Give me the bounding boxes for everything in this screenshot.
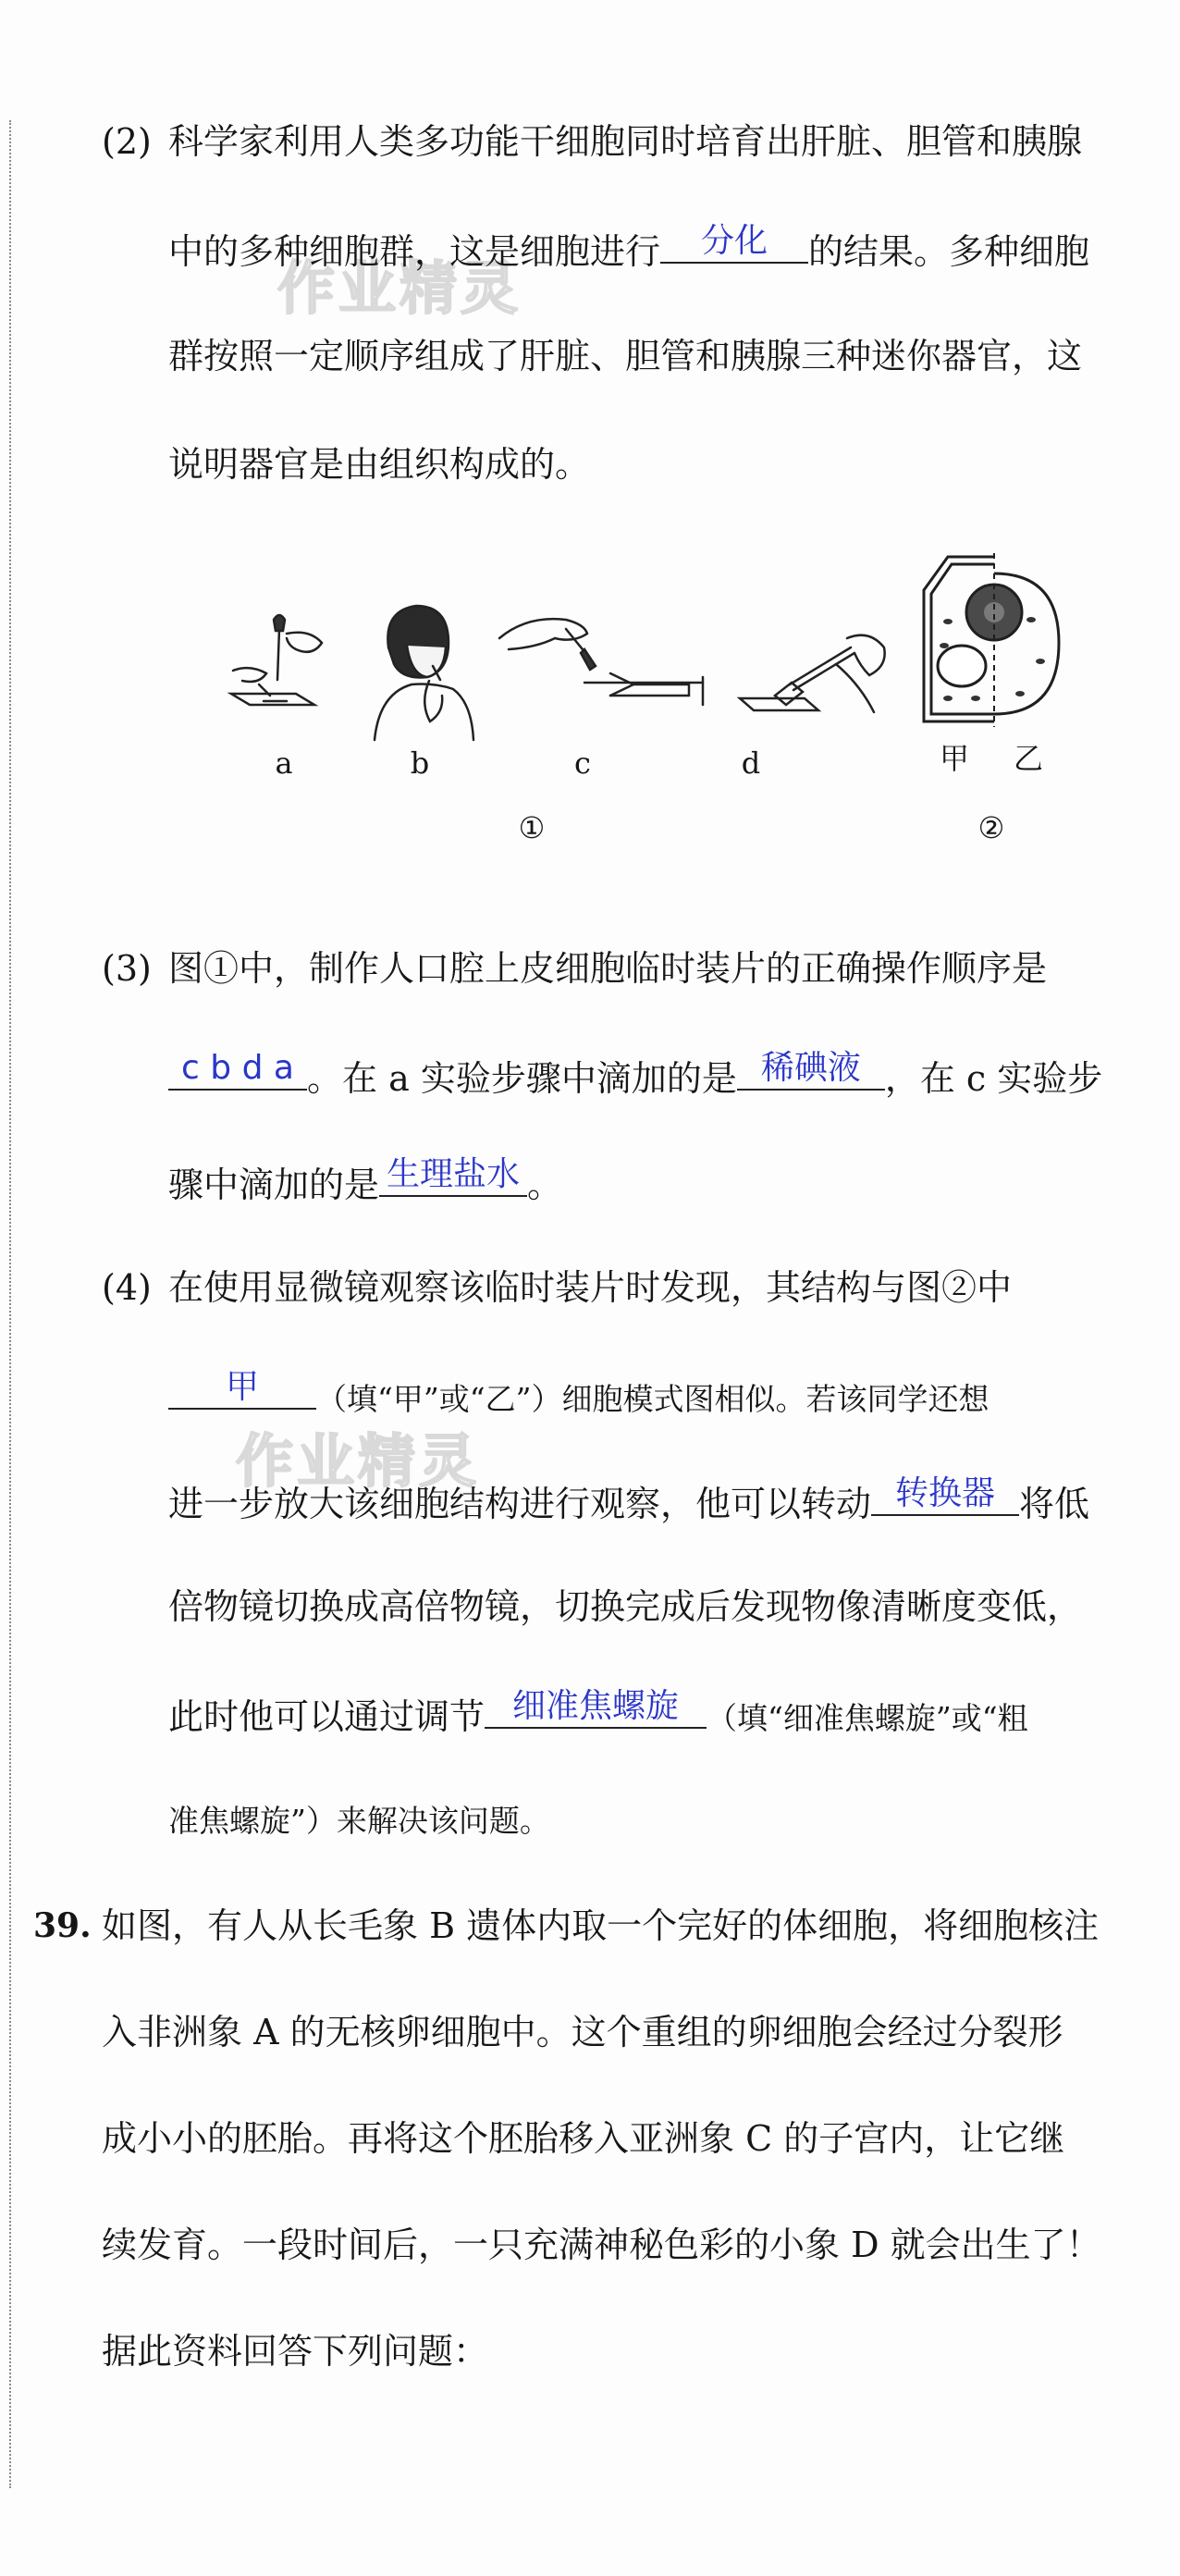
q4-answer-blank-1[interactable] (168, 1368, 316, 1410)
q2-line-1: 科学家利用人类多功能干细胞同时培育出肝脏、胆管和胰腺 (168, 121, 1083, 162)
q3-answer-1: c b d a (181, 1049, 294, 1087)
watermark: 作业精灵 (236, 1427, 481, 1495)
q3-answer-blank-1[interactable] (168, 1049, 307, 1091)
q4-answer-blank-2[interactable] (871, 1474, 1019, 1516)
q4-line-2 (168, 1368, 989, 1423)
q39-number: 39. (33, 1906, 92, 1945)
margin-dotted-line (9, 120, 11, 2488)
q3-answer-3: 生理盐水 (387, 1155, 521, 1193)
q3-number: (3) (102, 948, 152, 989)
q4-line-4: 倍物镜切换成高倍物镜，切换完成后发现物像清晰度变低， (168, 1586, 1083, 1627)
q3-answer-2: 稀碘液 (760, 1049, 861, 1087)
q3-answer-blank-3[interactable] (379, 1155, 527, 1197)
q2-line-3: 群按照一定顺序组成了肝脏、胆管和胰腺三种迷你器官，这 (168, 336, 1083, 376)
step-d-label: d (741, 746, 761, 781)
figure-2-caption: ② (977, 810, 1005, 845)
q4-answer-blank-3[interactable] (485, 1687, 707, 1729)
q2-line-2-pre: 中的多种细胞群，这是细胞进行 (168, 231, 661, 272)
q4-line-5-post: （填“细准焦螺旋”或“粗 (707, 1700, 1028, 1736)
q3-line-3-post: 。 (527, 1165, 563, 1205)
step-a-illustration (231, 615, 322, 705)
q39-line-1: 如图，有人从长毛象 B 遗体内取一个完好的体细胞，将细胞核注 (102, 1905, 1100, 1946)
q4-line-3 (168, 1474, 1090, 1527)
q4-answer-2: 转换器 (895, 1474, 996, 1512)
figure-1-steps (222, 592, 888, 749)
q2-answer: 分化 (701, 222, 768, 260)
q3-line-2-mid-1: 。在 a 实验步骤中滴加的是 (307, 1058, 737, 1099)
cell-label-yi: 乙 (1013, 741, 1043, 776)
q4-line-5 (168, 1687, 1028, 1742)
step-c-illustration (499, 619, 703, 705)
step-c-label: c (574, 746, 591, 781)
q39-line-3: 成小小的胚胎。再将这个胚胎移入亚洲象 C 的子宫内，让它继 (102, 2118, 1065, 2159)
q39-line-5: 据此资料回答下列问题： (102, 2331, 489, 2372)
q2-line-2 (168, 222, 1090, 275)
q4-line-6 (168, 1796, 550, 1844)
q3-line-1: 图①中，制作人口腔上皮细胞临时装片的正确操作顺序是 (168, 948, 1048, 989)
q3-line-2-mid-2: ，在 c 实验步 (884, 1058, 1103, 1099)
step-b-illustration (375, 606, 473, 740)
q4-answer-1: 甲 (225, 1368, 259, 1406)
q4-number: (4) (102, 1267, 152, 1308)
q4-line-6-text: 准焦螺旋”）来解决该问题。 (168, 1803, 550, 1839)
q4-line-3-pre: 进一步放大该细胞结构进行观察，他可以转动 (168, 1484, 872, 1524)
q2-line-2-post: 的结果。多种细胞 (808, 231, 1090, 272)
figure-1-caption: ① (518, 810, 546, 845)
q3-line-3 (168, 1155, 563, 1208)
figure-2-cell-diagram (911, 546, 1077, 731)
q2-answer-blank[interactable] (660, 222, 808, 264)
q4-line-2-post: （填“甲”或“乙”）细胞模式图相似。若该同学还想 (316, 1381, 989, 1417)
q3-answer-blank-2[interactable] (737, 1049, 885, 1091)
watermark: 作业精灵 (277, 254, 522, 322)
q2-number: (2) (102, 121, 152, 162)
step-b-label: b (410, 746, 430, 781)
q4-answer-3: 细准焦螺旋 (512, 1687, 680, 1725)
step-d-illustration (740, 635, 885, 712)
q4-line-5-pre: 此时他可以通过调节 (168, 1696, 486, 1737)
q3-line-2 (168, 1049, 1103, 1102)
q4-line-1: 在使用显微镜观察该临时装片时发现，其结构与图②中 (168, 1267, 1013, 1308)
q39-line-4: 续发育。一段时间后，一只充满神秘色彩的小象 D 就会出生了！ (102, 2225, 1101, 2265)
cell-label-jia: 甲 (939, 741, 969, 776)
step-a-label: a (275, 746, 293, 781)
q39-line-2: 入非洲象 A 的无核卵细胞中。这个重组的卵细胞会经过分裂形 (102, 2012, 1063, 2052)
q4-line-3-post: 将低 (1019, 1484, 1090, 1524)
q3-line-3-pre: 骤中滴加的是 (168, 1165, 380, 1205)
q2-line-4: 说明器官是由组织构成的。 (168, 444, 591, 485)
